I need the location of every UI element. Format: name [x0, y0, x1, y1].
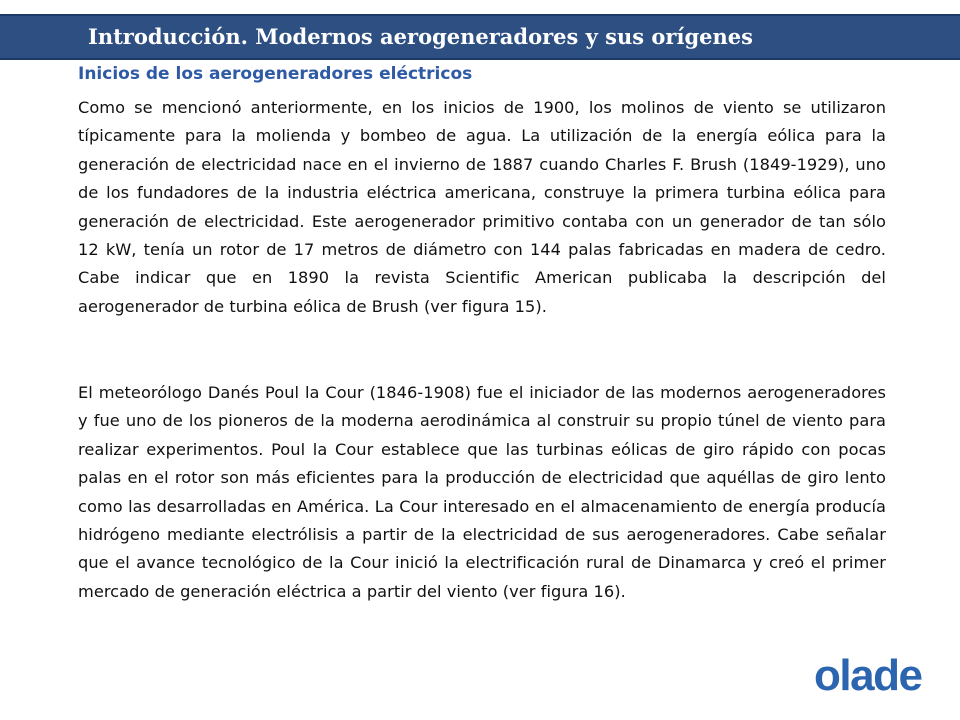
title-bar	[0, 14, 960, 60]
paragraph-la-cour: El meteorólogo Danés Poul la Cour (1846-1908) fue el iniciador de las modernos aerogeneradores y fue uno de los pioneros de la moderna aerodinámica al construir su propio túnel de viento para realizar experimentos. Poul la Cour establece que las turbinas eólicas de giro rápido con pocas palas en el rotor son más eficientes para la producción de electricidad que aquéllas de giro lento como las desarrolladas en América. La Cour interesado en el almacenamiento de energía producía hidrógeno mediante electrólisis a partir de la electricidad de sus aerogeneradores. Cabe señalar que el avance tecnológico de la Cour inició la electrificación rural de Dinamarca y creó el primer mercado de generación eléctrica a partir del viento (ver figura 16).	[78, 383, 886, 601]
olade-logo	[814, 652, 930, 700]
olade-logo-text: olade	[814, 652, 922, 700]
section-subtitle: Inicios de los aerogeneradores eléctricos	[78, 64, 473, 84]
slide-title: Introducción. Modernos aerogeneradores y sus orígenes	[88, 24, 753, 49]
paragraph-brush: Como se mencionó anteriormente, en los inicios de 1900, los molinos de viento se utilizaron típicamente para la molienda y bombeo de agua. La utilización de la energía eólica para la generación de electricidad nace en el invierno de 1887 cuando Charles F. Brush (1849-1929), uno de los fundadores de la industria eléctrica americana, construye la primera turbina eólica para generación de electricidad. Este aerogenerador primitivo contaba con un generador de tan sólo 12 kW, tenía un rotor de 17 metros de diámetro con 144 palas fabricadas en madera de cedro. Cabe indicar que en 1890 la revista Scientific American publicaba la descripción del aerogenerador de turbina eólica de Brush (ver figura 15).	[78, 98, 886, 316]
